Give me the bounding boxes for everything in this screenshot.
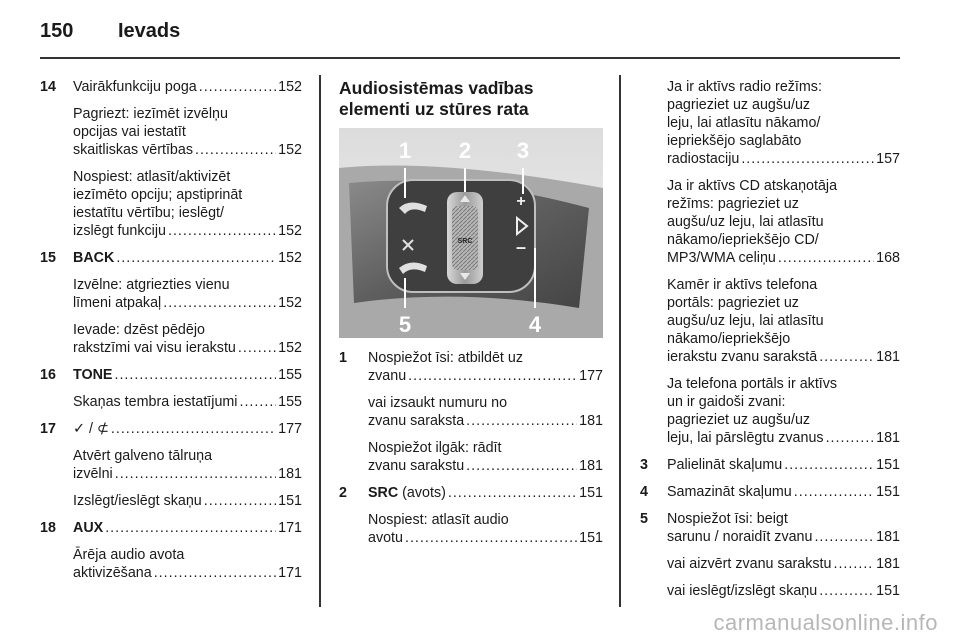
description: Izvēlne: atgriezties vienu: [73, 277, 230, 293]
description: Nospiežot īsi: atbildēt uz: [368, 350, 523, 366]
column-divider-right: [619, 75, 621, 607]
description: Skaņas tembra iestatījumi: [73, 394, 238, 410]
page-ref[interactable]: 152: [278, 295, 302, 311]
callout-5: 5: [398, 312, 412, 337]
entry-5: [640, 510, 900, 600]
entry-label: BACK: [73, 250, 115, 266]
description: sarunu / noraidīt zvanu: [667, 529, 813, 545]
entry-label: Vairākfunkciju poga: [73, 79, 197, 95]
page-ref[interactable]: 151: [579, 485, 603, 501]
description: Ievade: dzēst pēdējo: [73, 322, 205, 338]
description: izslēgt funkciju: [73, 223, 166, 239]
callout-1: 1: [398, 138, 412, 163]
steering-wheel-controls-photo: [339, 128, 603, 338]
paragraph-phone-portal: Kamēr ir aktīvs telefona portāls: pagrieziet uz augšu/uz leju, lai atlasītu nākamo/iepriekšējo ierakstu zvanu sarakstā ..... 181: [667, 276, 900, 366]
left-column: [40, 78, 302, 582]
description: līmeni atpakaļ: [73, 295, 162, 311]
description: zvanu sarakstu: [368, 458, 465, 474]
entry-number: 15: [40, 250, 56, 266]
description: Atvērt galveno tālruņa: [73, 448, 213, 464]
page-ref[interactable]: 181: [876, 349, 900, 365]
entry-number: 16: [40, 367, 56, 383]
right-column: [640, 78, 900, 600]
description: opcijas vai iestatīt: [73, 124, 186, 140]
callout-4: 4: [528, 312, 542, 337]
entry-15: [40, 249, 302, 357]
page-ref[interactable]: 171: [278, 520, 302, 536]
page-ref[interactable]: 181: [876, 430, 900, 446]
page-ref[interactable]: 152: [278, 142, 302, 158]
src-icon: SRC: [457, 238, 473, 245]
description: zvanu: [368, 368, 407, 384]
description: skaitliskas vērtības: [73, 142, 193, 158]
mute-icon: ⊄: [96, 421, 109, 437]
entry-number: 1: [339, 350, 347, 366]
description: Nospiežot ilgāk: rādīt: [368, 440, 502, 456]
entry-2: 2 SRC (avots) ..... 151 Nospiest: atlasīt audio avotu ..... 151: [339, 484, 603, 547]
page-ref[interactable]: 177: [579, 368, 603, 384]
entry-number: 14: [40, 79, 56, 95]
description: vai izsaukt numuru no: [368, 395, 508, 411]
entry-label: SRC: [368, 485, 399, 501]
volume-plus-icon: +: [516, 193, 526, 210]
description: Nospiest: atlasīt/aktivizēt: [73, 169, 231, 185]
description: Pagriezt: iezīmēt izvēlņu: [73, 106, 228, 122]
description: rakstzīmi vai visu ierakstu: [73, 340, 236, 356]
entry-1: [339, 349, 603, 475]
page-ref[interactable]: 177: [278, 421, 302, 437]
page-ref[interactable]: 181: [876, 556, 900, 572]
description: izvēlni: [73, 466, 113, 482]
callout-2: 2: [458, 138, 472, 163]
page-ref[interactable]: 152: [278, 223, 302, 239]
header-rule: [40, 57, 900, 59]
column-divider-left: [319, 75, 321, 607]
page-ref[interactable]: 155: [278, 367, 302, 383]
description: iezīmēto opciju; apstiprināt: [73, 187, 243, 203]
page-ref[interactable]: 151: [876, 583, 900, 599]
entry-label: AUX: [73, 520, 104, 536]
page-ref[interactable]: 181: [579, 413, 603, 429]
description: vai aizvērt zvanu sarakstu: [667, 556, 832, 572]
page-ref[interactable]: 157: [876, 151, 900, 167]
paragraph-cd: Ja ir aktīvs CD atskaņotāja režīms: pagrieziet uz augšu/uz leju, lai atlasītu nākamo/iepriekšējo CD/ MP3/WMA celiņu ..... 168: [667, 177, 900, 267]
chapter-title: Ievads: [118, 20, 181, 42]
entry-number: 17: [40, 421, 56, 437]
middle-column: [339, 78, 603, 120]
entry-17: 17 ✓ / ⊄ ..... 177 Atvērt galveno tālruņa izvēlni ..... 181 Izslēgt/ieslēgt skaņu ..... 151: [40, 420, 302, 510]
page-ref[interactable]: 151: [579, 530, 603, 546]
description: Ārēja audio avota: [73, 547, 185, 563]
page-ref[interactable]: 181: [579, 458, 603, 474]
description: vai ieslēgt/izslēgt skaņu: [667, 583, 818, 599]
entry-number: 4: [640, 484, 648, 500]
description: aktivizēšana: [73, 565, 152, 581]
description: Nospiežot īsi: beigt: [667, 511, 788, 527]
entry-3: [640, 456, 900, 474]
middle-column-list: [339, 349, 603, 547]
entry-14: [40, 78, 302, 240]
page-ref[interactable]: 152: [278, 79, 302, 95]
page-ref[interactable]: 151: [876, 457, 900, 473]
entry-18: [40, 519, 302, 582]
page-ref[interactable]: 151: [876, 484, 900, 500]
paragraph-radio: Ja ir aktīvs radio režīms: pagrieziet uz augšu/uz leju, lai atlasītu nākamo/ iepriekšējo saglabāto radiostaciju ..... 157: [667, 78, 900, 168]
page-ref[interactable]: 152: [278, 340, 302, 356]
page-ref[interactable]: 152: [278, 250, 302, 266]
entry-number: 5: [640, 511, 648, 527]
entry-label: Palielināt skaļumu: [667, 457, 783, 473]
callout-3: 3: [516, 138, 530, 163]
entry-number: 2: [339, 485, 347, 501]
paragraph-waiting-calls: Ja telefona portāls ir aktīvs un ir gaidoši zvani: pagrieziet uz augšu/uz leju, lai pārslēgtu zvanus ..... 181: [667, 375, 900, 447]
volume-minus-icon: –: [515, 237, 527, 257]
description: avotu: [368, 530, 403, 546]
entry-label: Samazināt skaļumu: [667, 484, 792, 500]
phone-icon: ✓: [73, 421, 85, 437]
description: zvanu saraksta: [368, 413, 465, 429]
entry-number: 3: [640, 457, 648, 473]
page-ref[interactable]: 171: [278, 565, 302, 581]
page-ref[interactable]: 151: [278, 493, 302, 509]
entry-number: 18: [40, 520, 56, 536]
section-title: Audiosistēmas vadības elementi uz stūres rata: [339, 78, 534, 119]
description: Nospiest: atlasīt audio: [368, 512, 509, 528]
entry-16: [40, 366, 302, 411]
watermark: carmanualsonline.info: [713, 610, 938, 635]
page-number: 150: [40, 20, 74, 42]
page-ref[interactable]: 155: [278, 394, 302, 410]
page-ref[interactable]: 168: [876, 250, 900, 266]
description: iestatītu vērtību; ieslēgt/: [73, 205, 224, 221]
page-ref[interactable]: 181: [278, 466, 302, 482]
page-header: [40, 20, 180, 43]
page-ref[interactable]: 181: [876, 529, 900, 545]
entry-label: TONE: [73, 367, 113, 383]
entry-4: [640, 483, 900, 501]
description: Izslēgt/ieslēgt skaņu: [73, 493, 202, 509]
